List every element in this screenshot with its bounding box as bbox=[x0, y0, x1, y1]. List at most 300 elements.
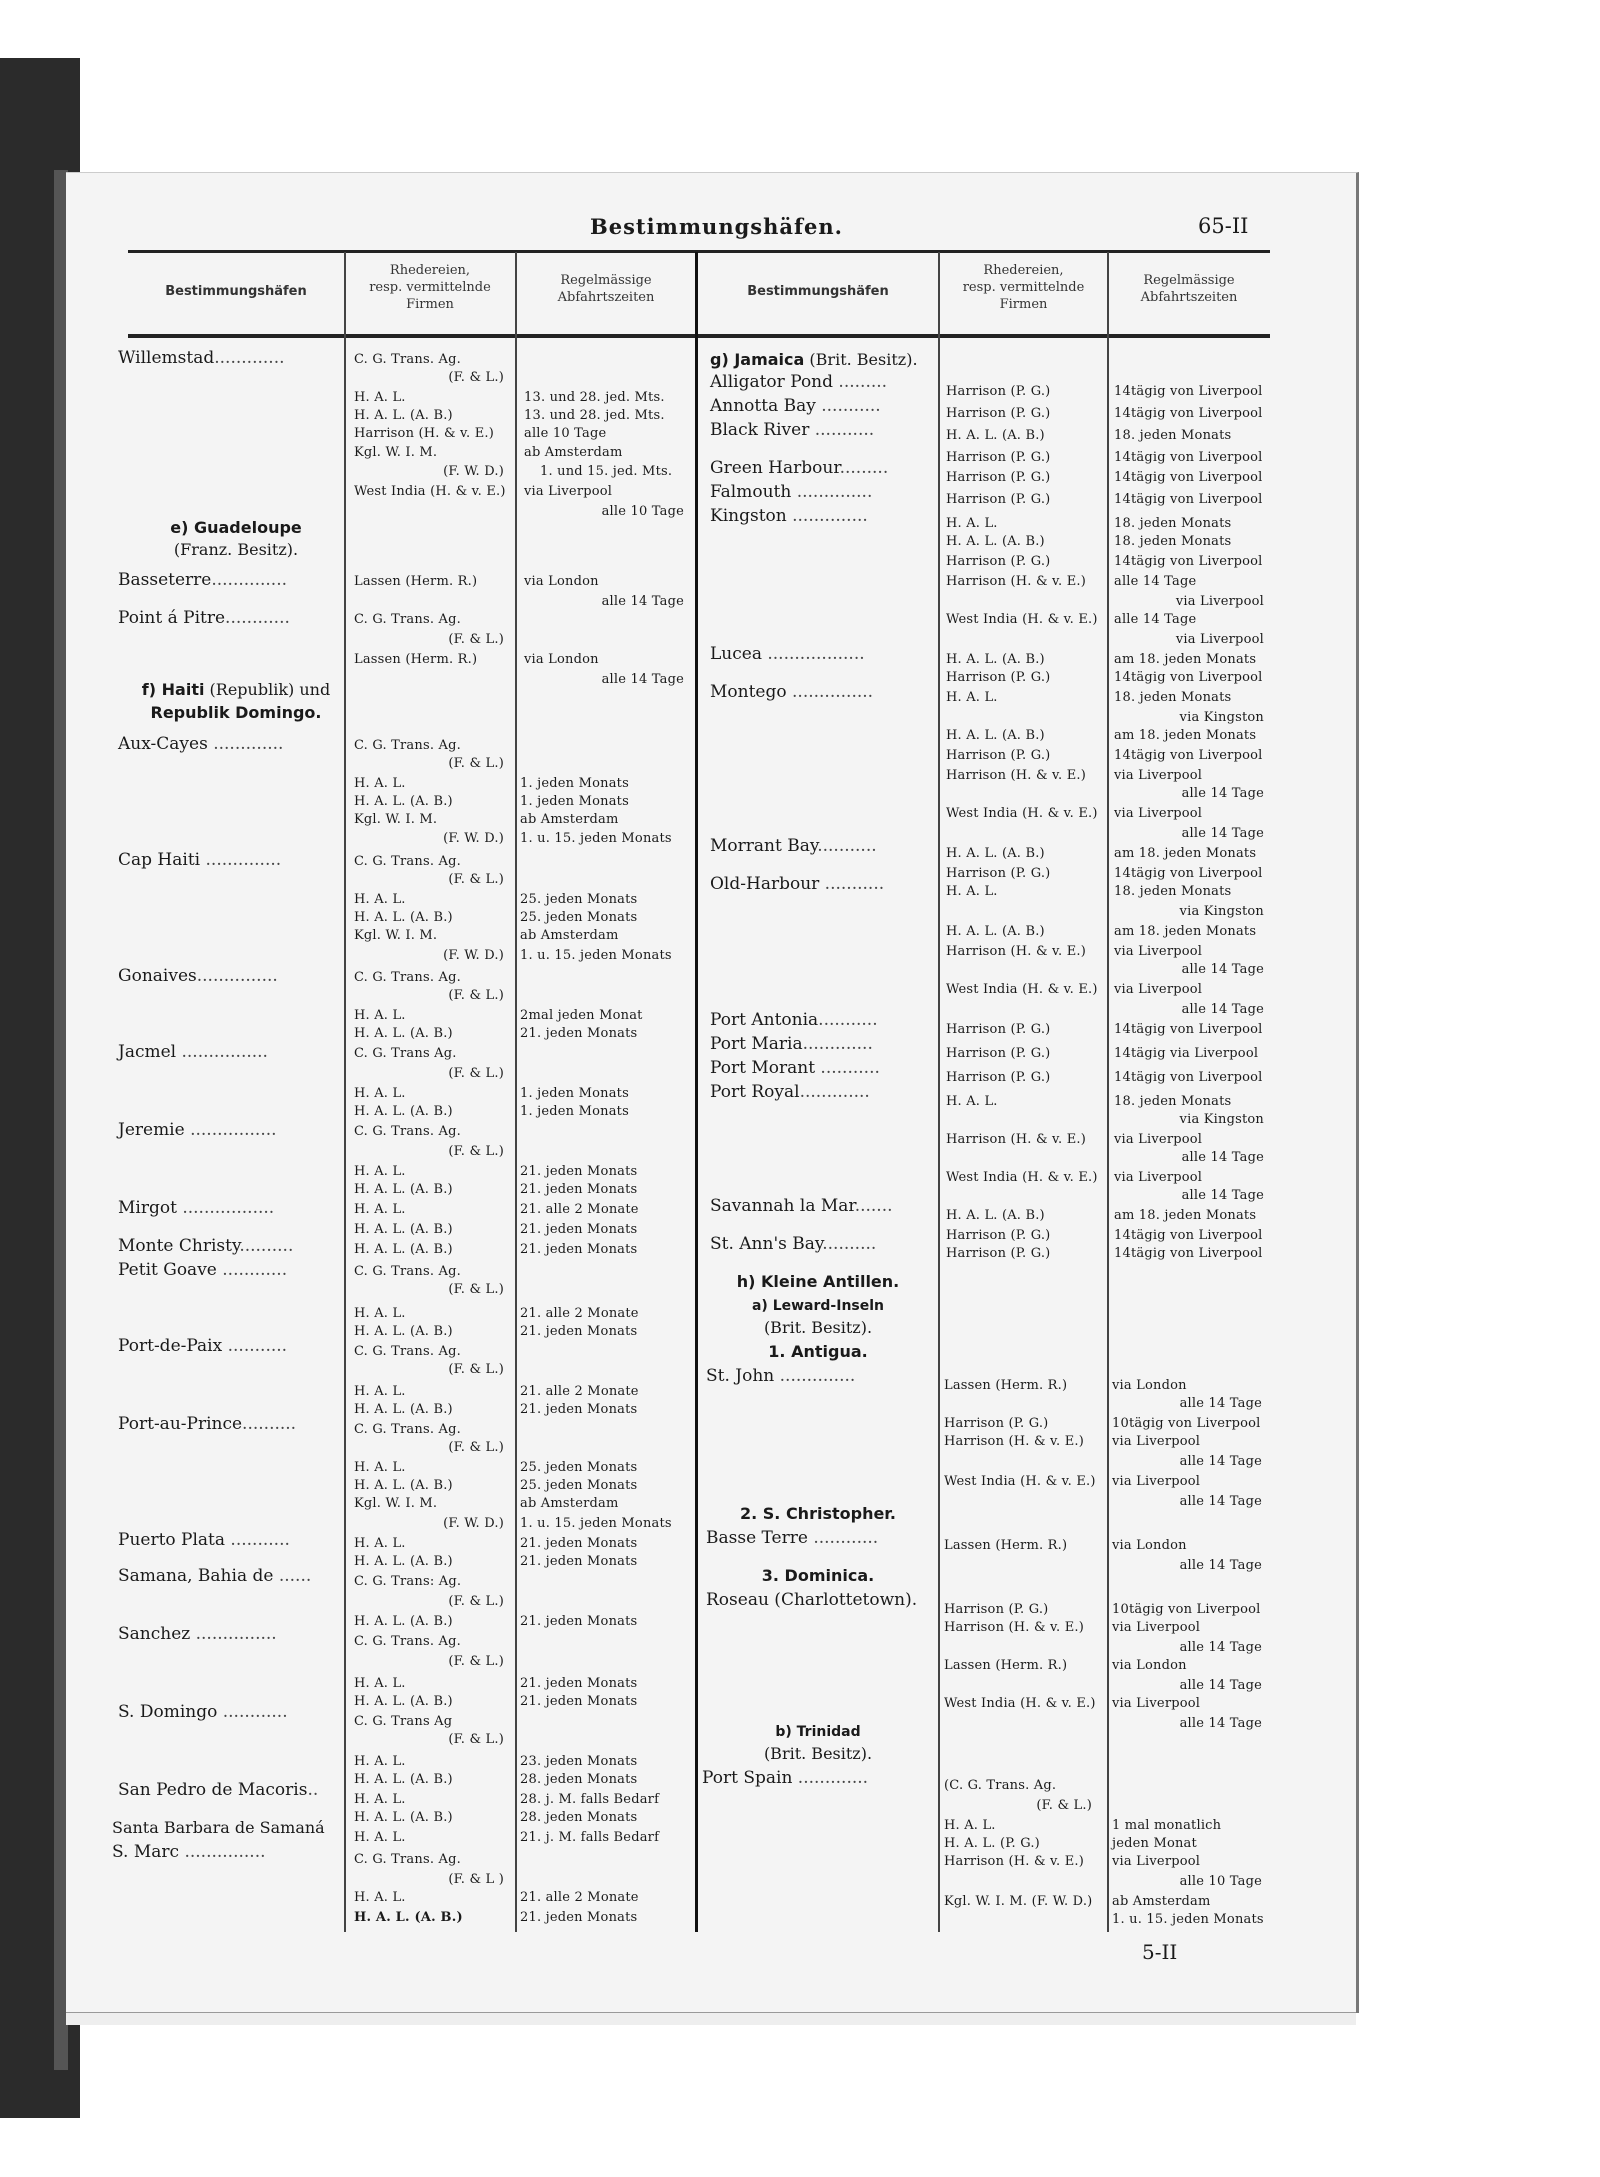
schedule-entry: 18. jeden Monats bbox=[1114, 428, 1232, 443]
schedule-entry: 14tägig von Liverpool bbox=[1114, 406, 1263, 421]
schedule-entry: 14tägig von Liverpool bbox=[1114, 748, 1263, 763]
section-heading: 3. Dominica. bbox=[761, 1566, 875, 1585]
company-entry: Harrison (H. & v. E.) bbox=[946, 768, 1087, 783]
schedule-entry: 21. jeden Monats bbox=[520, 1324, 638, 1339]
company-entry: Harrison (P. G.) bbox=[946, 406, 1051, 421]
company-entry: H. A. L. (A. B.) bbox=[354, 1222, 453, 1237]
schedule-entry: am 18. jeden Monats bbox=[1114, 1208, 1257, 1223]
schedule-entry: via Liverpool bbox=[1175, 594, 1264, 609]
schedule-entry: ab Amsterdam bbox=[520, 1496, 619, 1511]
schedule-entry: 28. j. M. falls Bedarf bbox=[520, 1792, 660, 1807]
schedule-entry: alle 14 Tage bbox=[1179, 1396, 1262, 1411]
company-entry: C. G. Trans. Ag. bbox=[354, 1264, 461, 1279]
company-entry: C. G. Trans. Ag. bbox=[354, 1634, 461, 1649]
company-entry: West India (H. & v. E.) bbox=[946, 982, 1098, 997]
schedule-entry: 21. jeden Monats bbox=[520, 1554, 638, 1569]
schedule-entry: 21. jeden Monats bbox=[520, 1182, 638, 1197]
company-entry: H. A. L. (A. B.) bbox=[946, 846, 1045, 861]
schedule-entry: 1. u. 15. jeden Monats bbox=[520, 831, 672, 846]
column-divider-center bbox=[695, 252, 698, 1932]
schedule-entry: via London bbox=[524, 574, 599, 589]
company-entry: C. G. Trans. Ag. bbox=[354, 352, 461, 367]
column-header-companies: Rhedereien, resp. vermittelnde Firmen bbox=[962, 263, 1085, 312]
schedule-entry: via Liverpool bbox=[1114, 944, 1203, 959]
company-entry: C. G. Trans. Ag. bbox=[354, 1422, 461, 1437]
schedule-entry: 28. jeden Monats bbox=[520, 1772, 638, 1787]
company-entry: (F. W. D.) bbox=[443, 1516, 504, 1531]
schedule-entry: via Liverpool bbox=[1114, 1132, 1203, 1147]
company-entry: H. A. L. bbox=[354, 1460, 406, 1475]
schedule-entry: 18. jeden Monats bbox=[1114, 516, 1232, 531]
company-entry: Harrison (H. & v. E.) bbox=[944, 1434, 1085, 1449]
company-entry: Harrison (P. G.) bbox=[946, 450, 1051, 465]
port-name: Basse Terre ............ bbox=[706, 1528, 879, 1548]
port-name: Willemstad............. bbox=[118, 348, 285, 368]
port-name: Port-de-Paix ........... bbox=[118, 1336, 288, 1356]
section-heading: a) Leward-Inseln bbox=[751, 1298, 885, 1314]
schedule-entry: 21. alle 2 Monate bbox=[520, 1384, 639, 1399]
schedule-entry: 21. jeden Monats bbox=[520, 1026, 638, 1041]
company-entry: C. G. Trans. Ag. bbox=[354, 1344, 461, 1359]
company-entry: H. A. L. (A. B.) bbox=[354, 1810, 453, 1825]
schedule-entry: am 18. jeden Monats bbox=[1114, 728, 1257, 743]
schedule-entry: 13. und 28. jed. Mts. bbox=[524, 390, 665, 405]
company-entry: Harrison (P. G.) bbox=[946, 1228, 1051, 1243]
schedule-entry: ab Amsterdam bbox=[524, 445, 623, 460]
company-entry: (F. & L.) bbox=[448, 1144, 504, 1159]
schedule-entry: 23. jeden Monats bbox=[520, 1754, 638, 1769]
company-entry: Harrison (P. G.) bbox=[946, 554, 1051, 569]
company-entry: Harrison (P. G.) bbox=[946, 1246, 1051, 1261]
section-heading: g) Jamaica (Brit. Besitz). bbox=[710, 350, 918, 369]
company-entry: H. A. L. (A. B.) bbox=[354, 794, 453, 809]
schedule-entry: 1. u. 15. jeden Monats bbox=[1112, 1912, 1264, 1927]
company-entry: West India (H. & v. E.) bbox=[946, 1170, 1098, 1185]
company-entry: C. G. Trans. Ag. bbox=[354, 854, 461, 869]
company-entry: (F. & L.) bbox=[448, 1066, 504, 1081]
schedule-entry: alle 14 Tage bbox=[1114, 574, 1197, 589]
schedule-entry: 1. jeden Monats bbox=[520, 794, 629, 809]
company-entry: Harrison (H. & v. E.) bbox=[946, 1132, 1087, 1147]
company-entry: (F. & L.) bbox=[448, 1654, 504, 1669]
company-entry: Harrison (H. & v. E.) bbox=[946, 574, 1087, 589]
company-entry: H. A. L. (A. B.) bbox=[354, 1182, 453, 1197]
schedule-entry: 21. jeden Monats bbox=[520, 1242, 638, 1257]
company-entry: H. A. L. bbox=[354, 892, 406, 907]
schedule-entry: alle 14 Tage bbox=[601, 672, 684, 687]
company-entry: (F. & L.) bbox=[448, 1362, 504, 1377]
schedule-entry: 1. jeden Monats bbox=[520, 1104, 629, 1119]
schedule-entry: 1. u. 15. jeden Monats bbox=[520, 1516, 672, 1531]
port-name: S. Marc ............... bbox=[112, 1842, 266, 1862]
column-header-ports: Bestimmungshäfen bbox=[747, 284, 889, 299]
schedule-entry: 14tägig von Liverpool bbox=[1114, 1228, 1263, 1243]
signature-mark: 5-II bbox=[1142, 1940, 1178, 1964]
schedule-entry: via Liverpool bbox=[1112, 1854, 1201, 1869]
column-divider bbox=[938, 252, 940, 1932]
section-heading: e) Guadeloupe bbox=[170, 518, 302, 537]
schedule-entry: via Liverpool bbox=[1112, 1696, 1201, 1711]
company-entry: H. A. L. (A. B.) bbox=[354, 1910, 463, 1925]
schedule-entry: via London bbox=[1112, 1538, 1187, 1553]
company-entry: H. A. L. (A. B.) bbox=[354, 1614, 453, 1629]
port-name: Alligator Pond ......... bbox=[710, 372, 888, 392]
section-subheading: (Brit. Besitz). bbox=[763, 1744, 873, 1763]
company-entry: (F. W. D.) bbox=[443, 948, 504, 963]
port-name: Basseterre.............. bbox=[118, 570, 287, 590]
port-name: St. Ann's Bay.......... bbox=[710, 1234, 877, 1254]
schedule-entry: 14tägig von Liverpool bbox=[1114, 450, 1263, 465]
port-name: Montego ............... bbox=[710, 682, 874, 702]
port-name: Samana, Bahia de ...... bbox=[118, 1566, 312, 1586]
company-entry: Harrison (P. G.) bbox=[946, 670, 1051, 685]
port-name: Savannah la Mar....... bbox=[710, 1196, 893, 1216]
port-name: Port Morant ........... bbox=[710, 1058, 880, 1078]
company-entry: Kgl. W. I. M. bbox=[354, 812, 438, 827]
section-subheading: (Franz. Besitz). bbox=[173, 540, 299, 559]
schedule-entry: alle 14 Tage bbox=[1179, 1494, 1262, 1509]
schedule-entry: 21. alle 2 Monate bbox=[520, 1306, 639, 1321]
company-entry: (F. & L ) bbox=[448, 1872, 504, 1887]
header-rule-top bbox=[128, 250, 1270, 253]
company-entry: H. A. L. (A. B.) bbox=[946, 1208, 1045, 1223]
schedule-entry: via London bbox=[1112, 1378, 1187, 1393]
page-title: Bestimmungshäfen. bbox=[590, 214, 843, 239]
schedule-entry: alle 14 Tage bbox=[1181, 1188, 1264, 1203]
schedule-entry: 25. jeden Monats bbox=[520, 892, 638, 907]
company-entry: H. A. L. bbox=[354, 1536, 406, 1551]
company-entry: H. A. L. bbox=[354, 1792, 406, 1807]
schedule-entry: 21. jeden Monats bbox=[520, 1402, 638, 1417]
schedule-entry: via Liverpool bbox=[524, 484, 613, 499]
port-name: Old-Harbour ........... bbox=[710, 874, 885, 894]
schedule-entry: via Kingston bbox=[1179, 904, 1264, 919]
company-entry: Kgl. W. I. M. bbox=[354, 1496, 438, 1511]
schedule-entry: 1. und 15. jed. Mts. bbox=[540, 464, 673, 479]
schedule-entry: ab Amsterdam bbox=[520, 928, 619, 943]
company-entry: H. A. L. (A. B.) bbox=[354, 1554, 453, 1569]
company-entry: H. A. L. bbox=[354, 390, 406, 405]
company-entry: H. A. L. bbox=[354, 1008, 406, 1023]
section-heading: h) Kleine Antillen. bbox=[736, 1272, 900, 1291]
company-entry: H. A. L. (A. B.) bbox=[354, 1324, 453, 1339]
schedule-entry: via Kingston bbox=[1179, 1112, 1264, 1127]
schedule-entry: ab Amsterdam bbox=[1112, 1894, 1211, 1909]
schedule-entry: 14tägig von Liverpool bbox=[1114, 1022, 1263, 1037]
company-entry: (F. W. D.) bbox=[443, 831, 504, 846]
company-entry: H. A. L. bbox=[944, 1818, 996, 1833]
section-heading: b) Trinidad bbox=[775, 1724, 861, 1740]
company-entry: Lassen (Herm. R.) bbox=[944, 1378, 1068, 1393]
company-entry: H. A. L. bbox=[946, 516, 998, 531]
company-entry: H. A. L. (A. B.) bbox=[946, 728, 1045, 743]
schedule-entry: alle 14 Tage bbox=[1181, 1150, 1264, 1165]
company-entry: Lassen (Herm. R.) bbox=[944, 1538, 1068, 1553]
company-entry: Harrison (H. & v. E.) bbox=[946, 944, 1087, 959]
company-entry: (F. & L.) bbox=[448, 370, 504, 385]
company-entry: Harrison (P. G.) bbox=[946, 1046, 1051, 1061]
schedule-entry: alle 14 Tage bbox=[1179, 1454, 1262, 1469]
schedule-entry: 14tägig von Liverpool bbox=[1114, 554, 1263, 569]
company-entry: H. A. L. bbox=[354, 1754, 406, 1769]
schedule-entry: 1. jeden Monats bbox=[520, 776, 629, 791]
company-entry: (F. & L.) bbox=[448, 756, 504, 771]
schedule-entry: 14tägig von Liverpool bbox=[1114, 492, 1263, 507]
port-name: Mirgot ................. bbox=[118, 1198, 275, 1218]
schedule-entry: 18. jeden Monats bbox=[1114, 884, 1232, 899]
schedule-entry: 21. jeden Monats bbox=[520, 1676, 638, 1691]
schedule-entry: alle 14 Tage bbox=[1179, 1640, 1262, 1655]
company-entry: Harrison (H. & v. E.) bbox=[944, 1620, 1085, 1635]
schedule-entry: 14tägig von Liverpool bbox=[1114, 1246, 1263, 1261]
schedule-entry: am 18. jeden Monats bbox=[1114, 924, 1257, 939]
company-entry: H. A. L. (A. B.) bbox=[354, 408, 453, 423]
company-entry: H. A. L. (A. B.) bbox=[946, 428, 1045, 443]
schedule-entry: 14tägig von Liverpool bbox=[1114, 1070, 1263, 1085]
port-name: S. Domingo ............ bbox=[118, 1702, 288, 1722]
port-name: Port Maria............. bbox=[710, 1034, 873, 1054]
port-name: Lucea .................. bbox=[710, 644, 865, 664]
schedule-entry: alle 14 Tage bbox=[1181, 826, 1264, 841]
company-entry: H. A. L. bbox=[354, 1890, 406, 1905]
company-entry: H. A. L. (A. B.) bbox=[946, 924, 1045, 939]
section-heading: 1. Antigua. bbox=[768, 1342, 868, 1361]
company-entry: H. A. L. (A. B.) bbox=[354, 1104, 453, 1119]
company-entry: C. G. Trans Ag. bbox=[354, 1046, 457, 1061]
schedule-entry: 21. jeden Monats bbox=[520, 1694, 638, 1709]
company-entry: Harrison (P. G.) bbox=[946, 748, 1051, 763]
schedule-entry: 1. u. 15. jeden Monats bbox=[520, 948, 672, 963]
port-name: Kingston .............. bbox=[710, 506, 868, 526]
schedule-entry: 10tägig von Liverpool bbox=[1112, 1602, 1261, 1617]
schedule-entry: alle 14 Tage bbox=[1181, 786, 1264, 801]
company-entry: Harrison (P. G.) bbox=[944, 1602, 1049, 1617]
company-entry: Harrison (P. G.) bbox=[946, 384, 1051, 399]
company-entry: (F. & L.) bbox=[448, 1282, 504, 1297]
schedule-entry: alle 14 Tage bbox=[1179, 1716, 1262, 1731]
company-entry: Kgl. W. I. M. bbox=[354, 928, 438, 943]
port-name: Jeremie ................ bbox=[118, 1120, 277, 1140]
schedule-entry: alle 10 Tage bbox=[1179, 1874, 1262, 1889]
company-entry: West India (H. & v. E.) bbox=[354, 484, 506, 499]
schedule-entry: 21. jeden Monats bbox=[520, 1614, 638, 1629]
schedule-entry: alle 14 Tage bbox=[1179, 1678, 1262, 1693]
port-name: Santa Barbara de Samaná bbox=[112, 1818, 325, 1837]
company-entry: H. A. L. bbox=[946, 690, 998, 705]
column-divider bbox=[344, 252, 346, 1932]
schedule-entry: alle 14 Tage bbox=[1181, 962, 1264, 977]
schedule-entry: 1 mal monatlich bbox=[1112, 1818, 1222, 1833]
schedule-entry: 25. jeden Monats bbox=[520, 910, 638, 925]
schedule-entry: am 18. jeden Monats bbox=[1114, 652, 1257, 667]
schedule-entry: via Liverpool bbox=[1114, 1170, 1203, 1185]
port-name: Port Antonia........... bbox=[710, 1010, 878, 1030]
company-entry: West India (H. & v. E.) bbox=[944, 1474, 1096, 1489]
port-name: Sanchez ............... bbox=[118, 1624, 277, 1644]
port-name: Petit Goave ............ bbox=[118, 1260, 288, 1280]
schedule-entry: 2mal jeden Monat bbox=[520, 1008, 643, 1023]
company-entry: H. A. L. (A. B.) bbox=[354, 1026, 453, 1041]
company-entry: Lassen (Herm. R.) bbox=[944, 1658, 1068, 1673]
company-entry: H. A. L. bbox=[354, 1384, 406, 1399]
company-entry: West India (H. & v. E.) bbox=[946, 612, 1098, 627]
schedule-entry: alle 10 Tage bbox=[524, 426, 607, 441]
section-heading: f) Haiti (Republik) und bbox=[141, 680, 331, 699]
schedule-entry: 18. jeden Monats bbox=[1114, 690, 1232, 705]
section-heading: 2. S. Christopher. bbox=[739, 1504, 896, 1523]
schedule-entry: alle 14 Tage bbox=[601, 594, 684, 609]
port-name: Port Spain ............. bbox=[702, 1768, 869, 1788]
schedule-entry: 25. jeden Monats bbox=[520, 1460, 638, 1475]
schedule-entry: 10tägig von Liverpool bbox=[1112, 1416, 1261, 1431]
port-name: Aux-Cayes ............. bbox=[118, 734, 284, 754]
schedule-entry: alle 14 Tage bbox=[1179, 1558, 1262, 1573]
company-entry: C. G. Trans. Ag. bbox=[354, 738, 461, 753]
company-entry: C. G. Trans: Ag. bbox=[354, 1574, 462, 1589]
column-divider bbox=[1107, 252, 1109, 1932]
company-entry: H. A. L. (A. B.) bbox=[354, 1242, 453, 1257]
port-name: Monte Christy.......... bbox=[118, 1236, 294, 1256]
schedule-entry: 13. und 28. jed. Mts. bbox=[524, 408, 665, 423]
company-entry: Harrison (P. G.) bbox=[946, 1070, 1051, 1085]
company-entry: Kgl. W. I. M. bbox=[354, 445, 438, 460]
schedule-entry: via Liverpool bbox=[1114, 768, 1203, 783]
port-name: San Pedro de Macoris.. bbox=[118, 1780, 319, 1800]
schedule-entry: alle 14 Tage bbox=[1181, 1002, 1264, 1017]
company-entry: H. A. L. bbox=[354, 776, 406, 791]
section-heading: Republik Domingo. bbox=[150, 703, 322, 722]
schedule-entry: 21. j. M. falls Bedarf bbox=[520, 1830, 660, 1845]
column-header-schedule: Regelmässige Abfahrtszeiten bbox=[1140, 273, 1238, 305]
port-name: Cap Haiti .............. bbox=[118, 850, 282, 870]
schedule-entry: 1. jeden Monats bbox=[520, 1086, 629, 1101]
company-entry: H. A. L. (A. B.) bbox=[354, 910, 453, 925]
schedule-entry: jeden Monat bbox=[1112, 1836, 1197, 1851]
company-entry: H. A. L. bbox=[946, 884, 998, 899]
company-entry: H. A. L. (A. B.) bbox=[354, 1402, 453, 1417]
port-name: St. John .............. bbox=[706, 1366, 856, 1386]
port-name: Port Royal............. bbox=[710, 1082, 870, 1102]
port-name: Green Harbour......... bbox=[710, 458, 889, 478]
company-entry: (F. & L.) bbox=[448, 1732, 504, 1747]
column-divider bbox=[515, 252, 517, 1932]
schedule-entry: 18. jeden Monats bbox=[1114, 534, 1232, 549]
company-entry: (F. & L.) bbox=[448, 1594, 504, 1609]
schedule-entry: via London bbox=[1112, 1658, 1187, 1673]
company-entry: Harrison (H. & v. E.) bbox=[944, 1854, 1085, 1869]
company-entry: H. A. L. bbox=[946, 1094, 998, 1109]
schedule-entry: 28. jeden Monats bbox=[520, 1810, 638, 1825]
company-entry: Harrison (P. G.) bbox=[946, 470, 1051, 485]
port-name: Black River ........... bbox=[710, 420, 875, 440]
schedule-entry: 21. jeden Monats bbox=[520, 1222, 638, 1237]
schedule-entry: 14tägig von Liverpool bbox=[1114, 470, 1263, 485]
company-entry: H. A. L. bbox=[354, 1306, 406, 1321]
company-entry: H. A. L. (A. B.) bbox=[354, 1772, 453, 1787]
column-header-ports: Bestimmungshäfen bbox=[165, 284, 307, 299]
schedule-entry: 21. jeden Monats bbox=[520, 1910, 638, 1925]
company-entry: H. A. L. (A. B.) bbox=[946, 652, 1045, 667]
company-entry: Harrison (P. G.) bbox=[946, 492, 1051, 507]
schedule-entry: ab Amsterdam bbox=[520, 812, 619, 827]
company-entry: H. A. L. bbox=[354, 1202, 406, 1217]
company-entry: Harrison (P. G.) bbox=[946, 866, 1051, 881]
company-entry: H. A. L. bbox=[354, 1830, 406, 1845]
schedule-entry: 14tägig von Liverpool bbox=[1114, 384, 1263, 399]
port-name: Puerto Plata ........... bbox=[118, 1530, 290, 1550]
company-entry: C. G. Trans Ag bbox=[354, 1714, 453, 1729]
company-entry: (F. & L.) bbox=[448, 1440, 504, 1455]
company-entry: H. A. L. (A. B.) bbox=[354, 1694, 453, 1709]
company-entry: H. A. L. bbox=[354, 1086, 406, 1101]
company-entry: Harrison (P. G.) bbox=[944, 1416, 1049, 1431]
port-name: Roseau (Charlottetown). bbox=[706, 1590, 918, 1610]
company-entry: West India (H. & v. E.) bbox=[944, 1696, 1096, 1711]
column-header-schedule: Regelmässige Abfahrtszeiten bbox=[557, 273, 655, 305]
schedule-entry: 21. alle 2 Monate bbox=[520, 1890, 639, 1905]
company-entry: (F. & L.) bbox=[448, 988, 504, 1003]
schedule-entry: via Liverpool bbox=[1114, 982, 1203, 997]
company-entry: H. A. L. (P. G.) bbox=[944, 1836, 1040, 1851]
company-entry: Lassen (Herm. R.) bbox=[354, 574, 478, 589]
schedule-entry: via Liverpool bbox=[1112, 1474, 1201, 1489]
port-name: Port-au-Prince.......... bbox=[118, 1414, 297, 1434]
header-rule-bottom bbox=[128, 334, 1270, 338]
company-entry: Harrison (H. & v. E.) bbox=[354, 426, 495, 441]
schedule-entry: via Liverpool bbox=[1114, 806, 1203, 821]
section-subheading: (Brit. Besitz). bbox=[763, 1318, 873, 1337]
company-entry: Kgl. W. I. M. (F. W. D.) bbox=[944, 1894, 1093, 1909]
page-bottom-edge bbox=[66, 2012, 1356, 2025]
company-entry: (F. & L.) bbox=[1036, 1798, 1092, 1813]
schedule-entry: 14tägig via Liverpool bbox=[1114, 1046, 1259, 1061]
port-name: Falmouth .............. bbox=[710, 482, 873, 502]
company-entry: H. A. L. bbox=[354, 1164, 406, 1179]
schedule-entry: via Kingston bbox=[1179, 710, 1264, 725]
schedule-entry: via Liverpool bbox=[1112, 1434, 1201, 1449]
company-entry: H. A. L. bbox=[354, 1676, 406, 1691]
company-entry: West India (H. & v. E.) bbox=[946, 806, 1098, 821]
schedule-entry: 14tägig von Liverpool bbox=[1114, 866, 1263, 881]
schedule-entry: via Liverpool bbox=[1175, 632, 1264, 647]
schedule-entry: 21. alle 2 Monate bbox=[520, 1202, 639, 1217]
company-entry: (C. G. Trans. Ag. bbox=[944, 1778, 1057, 1793]
schedule-entry: via Liverpool bbox=[1112, 1620, 1201, 1635]
company-entry: Harrison (P. G.) bbox=[946, 1022, 1051, 1037]
port-name: Annotta Bay ........... bbox=[710, 396, 881, 416]
company-entry: (F. & L.) bbox=[448, 872, 504, 887]
schedule-entry: 21. jeden Monats bbox=[520, 1536, 638, 1551]
company-entry: C. G. Trans. Ag. bbox=[354, 1124, 461, 1139]
schedule-entry: am 18. jeden Monats bbox=[1114, 846, 1257, 861]
port-name: Gonaives............... bbox=[118, 966, 278, 986]
company-entry: Lassen (Herm. R.) bbox=[354, 652, 478, 667]
column-header-companies: Rhedereien, resp. vermittelnde Firmen bbox=[369, 263, 491, 312]
schedule-entry: 14tägig von Liverpool bbox=[1114, 670, 1263, 685]
company-entry: H. A. L. (A. B.) bbox=[946, 534, 1045, 549]
company-entry: (F. W. D.) bbox=[443, 464, 504, 479]
company-entry: (F. & L.) bbox=[448, 632, 504, 647]
company-entry: C. G. Trans. Ag. bbox=[354, 612, 461, 627]
schedule-entry: alle 14 Tage bbox=[1114, 612, 1197, 627]
company-entry: C. G. Trans. Ag. bbox=[354, 1852, 461, 1867]
port-name: Jacmel ................ bbox=[118, 1042, 268, 1062]
port-name: Morrant Bay........... bbox=[710, 836, 877, 856]
port-name: Point á Pitre............ bbox=[118, 608, 290, 628]
schedule-entry: 18. jeden Monats bbox=[1114, 1094, 1232, 1109]
schedule-entry: via London bbox=[524, 652, 599, 667]
company-entry: C. G. Trans. Ag. bbox=[354, 970, 461, 985]
